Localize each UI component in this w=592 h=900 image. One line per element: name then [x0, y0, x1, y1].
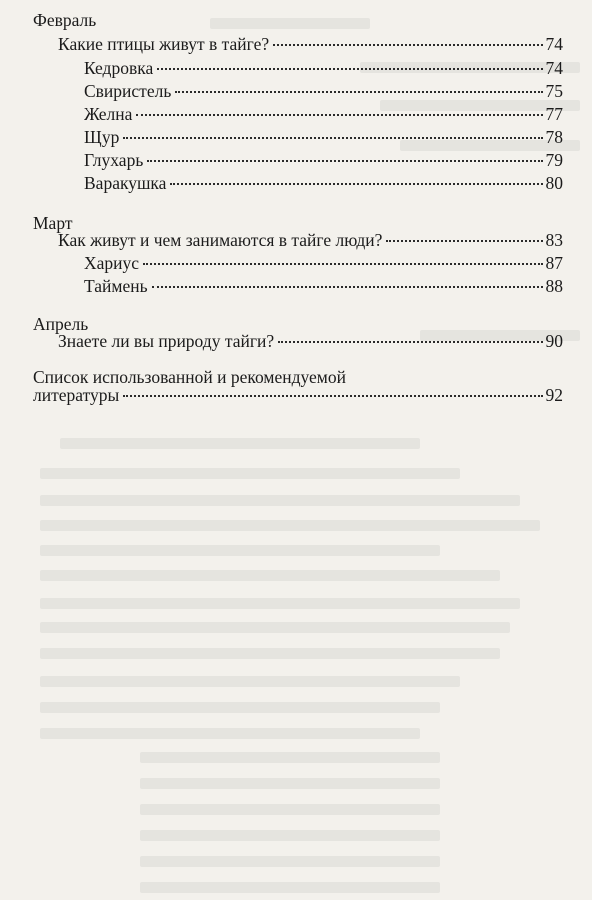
entry-label: Щур — [84, 127, 120, 147]
entry-page-number: 92 — [545, 385, 563, 405]
toc-entry[interactable] — [84, 80, 563, 102]
toc-entry[interactable] — [84, 172, 563, 194]
entry-label: Таймень — [84, 276, 148, 296]
entry-label: Знаете ли вы природу тайги? — [58, 331, 275, 351]
entry-label: Как живут и чем занимаются в тайге люди? — [58, 230, 383, 250]
section-heading-april: Апрель — [33, 314, 89, 334]
dot-leader — [273, 44, 542, 46]
dot-leader — [147, 160, 542, 162]
entry-label: Хариус — [84, 253, 140, 273]
entry-label: литературы — [33, 385, 120, 405]
toc-entry[interactable] — [84, 252, 563, 274]
dot-leader — [123, 137, 542, 139]
dot-leader — [143, 263, 542, 265]
entry-page-number: 88 — [545, 276, 563, 296]
toc-entry-literature[interactable] — [33, 384, 563, 406]
toc-entry[interactable] — [84, 126, 563, 148]
entry-label: Какие птицы живут в тайге? — [58, 34, 270, 54]
dot-leader — [386, 240, 542, 242]
toc-entry-main[interactable] — [58, 33, 563, 55]
toc-entry[interactable] — [84, 275, 563, 297]
toc-entry-main[interactable] — [58, 330, 563, 352]
toc-entry-main[interactable] — [58, 229, 563, 251]
entry-page-number: 74 — [545, 58, 563, 78]
dot-leader — [152, 286, 543, 288]
entry-page-number: 90 — [545, 331, 563, 351]
entry-label: Варакушка — [84, 173, 167, 193]
literature-entry-line1[interactable]: Список использованной и рекомендуемой — [33, 367, 346, 387]
section-heading-march: Март — [33, 213, 73, 233]
dot-leader — [170, 183, 542, 185]
entry-page-number: 75 — [545, 81, 563, 101]
entry-page-number: 83 — [545, 230, 563, 250]
dot-leader — [136, 114, 542, 116]
entry-label: Свиристель — [84, 81, 172, 101]
toc-entry[interactable] — [84, 57, 563, 79]
toc-entry[interactable] — [84, 149, 563, 171]
entry-label: Кедровка — [84, 58, 154, 78]
dot-leader — [157, 68, 542, 70]
dot-leader — [123, 395, 542, 397]
entry-page-number: 77 — [545, 104, 563, 124]
toc-entry[interactable] — [84, 103, 563, 125]
entry-page-number: 78 — [545, 127, 563, 147]
entry-label: Глухарь — [84, 150, 144, 170]
section-heading-february: Февраль — [33, 10, 97, 30]
entry-label: Желна — [84, 104, 133, 124]
entry-page-number: 79 — [545, 150, 563, 170]
entry-page-number: 74 — [545, 34, 563, 54]
entry-page-number: 80 — [545, 173, 563, 193]
dot-leader — [278, 341, 542, 343]
entry-page-number: 87 — [545, 253, 563, 273]
dot-leader — [175, 91, 542, 93]
